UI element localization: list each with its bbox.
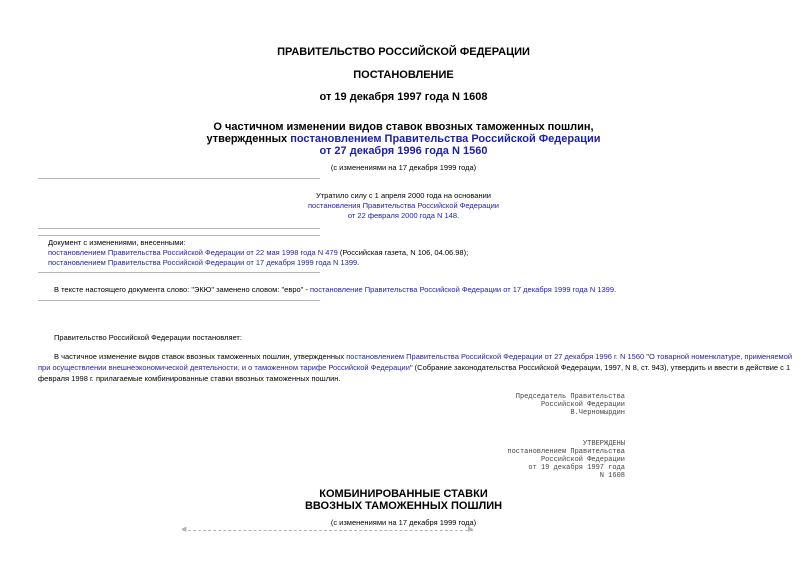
right-arrow-icon: ▶ <box>468 526 474 533</box>
invalidation-line3 <box>0 211 807 221</box>
divider <box>38 228 320 229</box>
approved-line1: УТВЕРЖДЕНЫ <box>582 440 625 448</box>
government-heading: ПРАВИТЕЛЬСТВО РОССИЙСКОЙ ФЕДЕРАЦИИ <box>277 46 530 58</box>
left-arrow-icon: ◀ <box>181 526 187 533</box>
divider <box>38 272 320 273</box>
appendix-title-line1: КОМБИНИРОВАННЫЕ СТАВКИ <box>319 488 488 500</box>
document-type: ПОСТАНОВЛЕНИЕ <box>353 69 454 81</box>
amendment-tail-1: (Российская газета, N 106, 04.06.98); <box>337 248 469 257</box>
body-link-nomenclature[interactable]: О товарной номенклатуре, применяемой <box>648 352 793 361</box>
title-link-date[interactable]: от 27 декабря 1996 года N 1560 <box>319 145 488 157</box>
document-date-number: от 19 декабря 1997 года N 1608 <box>319 91 488 103</box>
approved-line3: Российской Федерации <box>540 456 625 464</box>
document-title-line1: О частичном изменении видов ставок ввозных таможенных пошлин, <box>213 121 594 133</box>
document-title-line2 <box>0 133 807 145</box>
signature-line1: Председатель Правительства <box>515 393 625 401</box>
appendix-changes-note: (с изменениями на 17 декабря 1999 года) <box>330 518 477 527</box>
title-line2-prefix: утвержденных <box>206 133 291 145</box>
amendment-link-1[interactable]: постановлением Правительства Российской Федерации от 22 мая 1998 года N 479 <box>48 248 338 257</box>
divider <box>38 300 320 301</box>
divider <box>38 178 320 179</box>
body-link-nomenclature-cont[interactable]: при осуществлении внешнеэкономической деятельности, и о таможенном тарифе Российской Федерации <box>38 363 410 372</box>
body-text-1: В частичное изменение видов ставок ввозных таможенных пошлин, утвержденных <box>54 352 347 361</box>
title-link-resolution[interactable]: постановлением Правительства Российской Федерации <box>290 133 601 145</box>
body-paragraph-line3: февраля 1998 г. прилагаемые комбинированные ставки ввозных таможенных пошлин. <box>38 374 341 383</box>
invalidation-line2 <box>0 201 807 211</box>
invalidation-period: . <box>457 211 460 220</box>
replacement-note-link[interactable]: постановление Правительства Российской Федерации от 17 декабря 1999 года N 1399 <box>310 285 615 294</box>
approved-line5: N 1608 <box>599 472 625 480</box>
replacement-note-tail: . <box>614 285 617 294</box>
appendix-divider <box>183 530 473 532</box>
amendment-item-2 <box>48 258 359 268</box>
signature-line3: В.Черномырдин <box>570 409 625 417</box>
invalidation-line1: Утратило силу с 1 апреля 2000 года на основании <box>315 191 491 200</box>
replacement-note-text: В тексте настоящего документа слово: "ЭКЮ" заменено словом: "евро" - <box>54 285 310 294</box>
amendment-item-1 <box>48 248 468 258</box>
resolves-line: Правительство Российской Федерации постановляет: <box>54 333 242 342</box>
approved-line4: от 19 декабря 1997 года <box>528 464 625 472</box>
replacement-note <box>54 285 616 295</box>
approved-line2: постановлением Правительства <box>507 448 625 456</box>
amendment-link-2[interactable]: постановлением Правительства Российской Федерации от 17 декабря 1999 года N 1399 <box>48 258 358 267</box>
appendix-title-line2: ВВОЗНЫХ ТАМОЖЕННЫХ ПОШЛИН <box>304 500 503 512</box>
amendments-intro: Документ с изменениями, внесенными: <box>48 238 186 247</box>
body-link-resolution[interactable]: постановлением Правительства Российской Федерации от 27 декабря 1996 г. N 1560 <box>346 352 645 361</box>
amendment-tail-2: . <box>357 258 360 267</box>
divider <box>38 235 320 236</box>
changes-note: (с изменениями на 17 декабря 1999 года) <box>330 163 477 172</box>
invalidation-link-date[interactable]: от 22 февраля 2000 года N 148 <box>347 211 458 220</box>
invalidation-link-resolution[interactable]: постановления Правительства Российской Федерации <box>307 201 499 210</box>
body-paragraph-line1 <box>54 351 792 362</box>
document-title-line3 <box>0 145 807 157</box>
body-paragraph-line2 <box>38 362 790 373</box>
body-text-3: " (Собрание законодательства Российской Федерации, 1997, N 8, ст. 943), утвердить и ввести в действие с 1 <box>409 363 791 372</box>
signature-line2: Российской Федерации <box>540 401 625 409</box>
body-text-2: " <box>644 352 649 361</box>
